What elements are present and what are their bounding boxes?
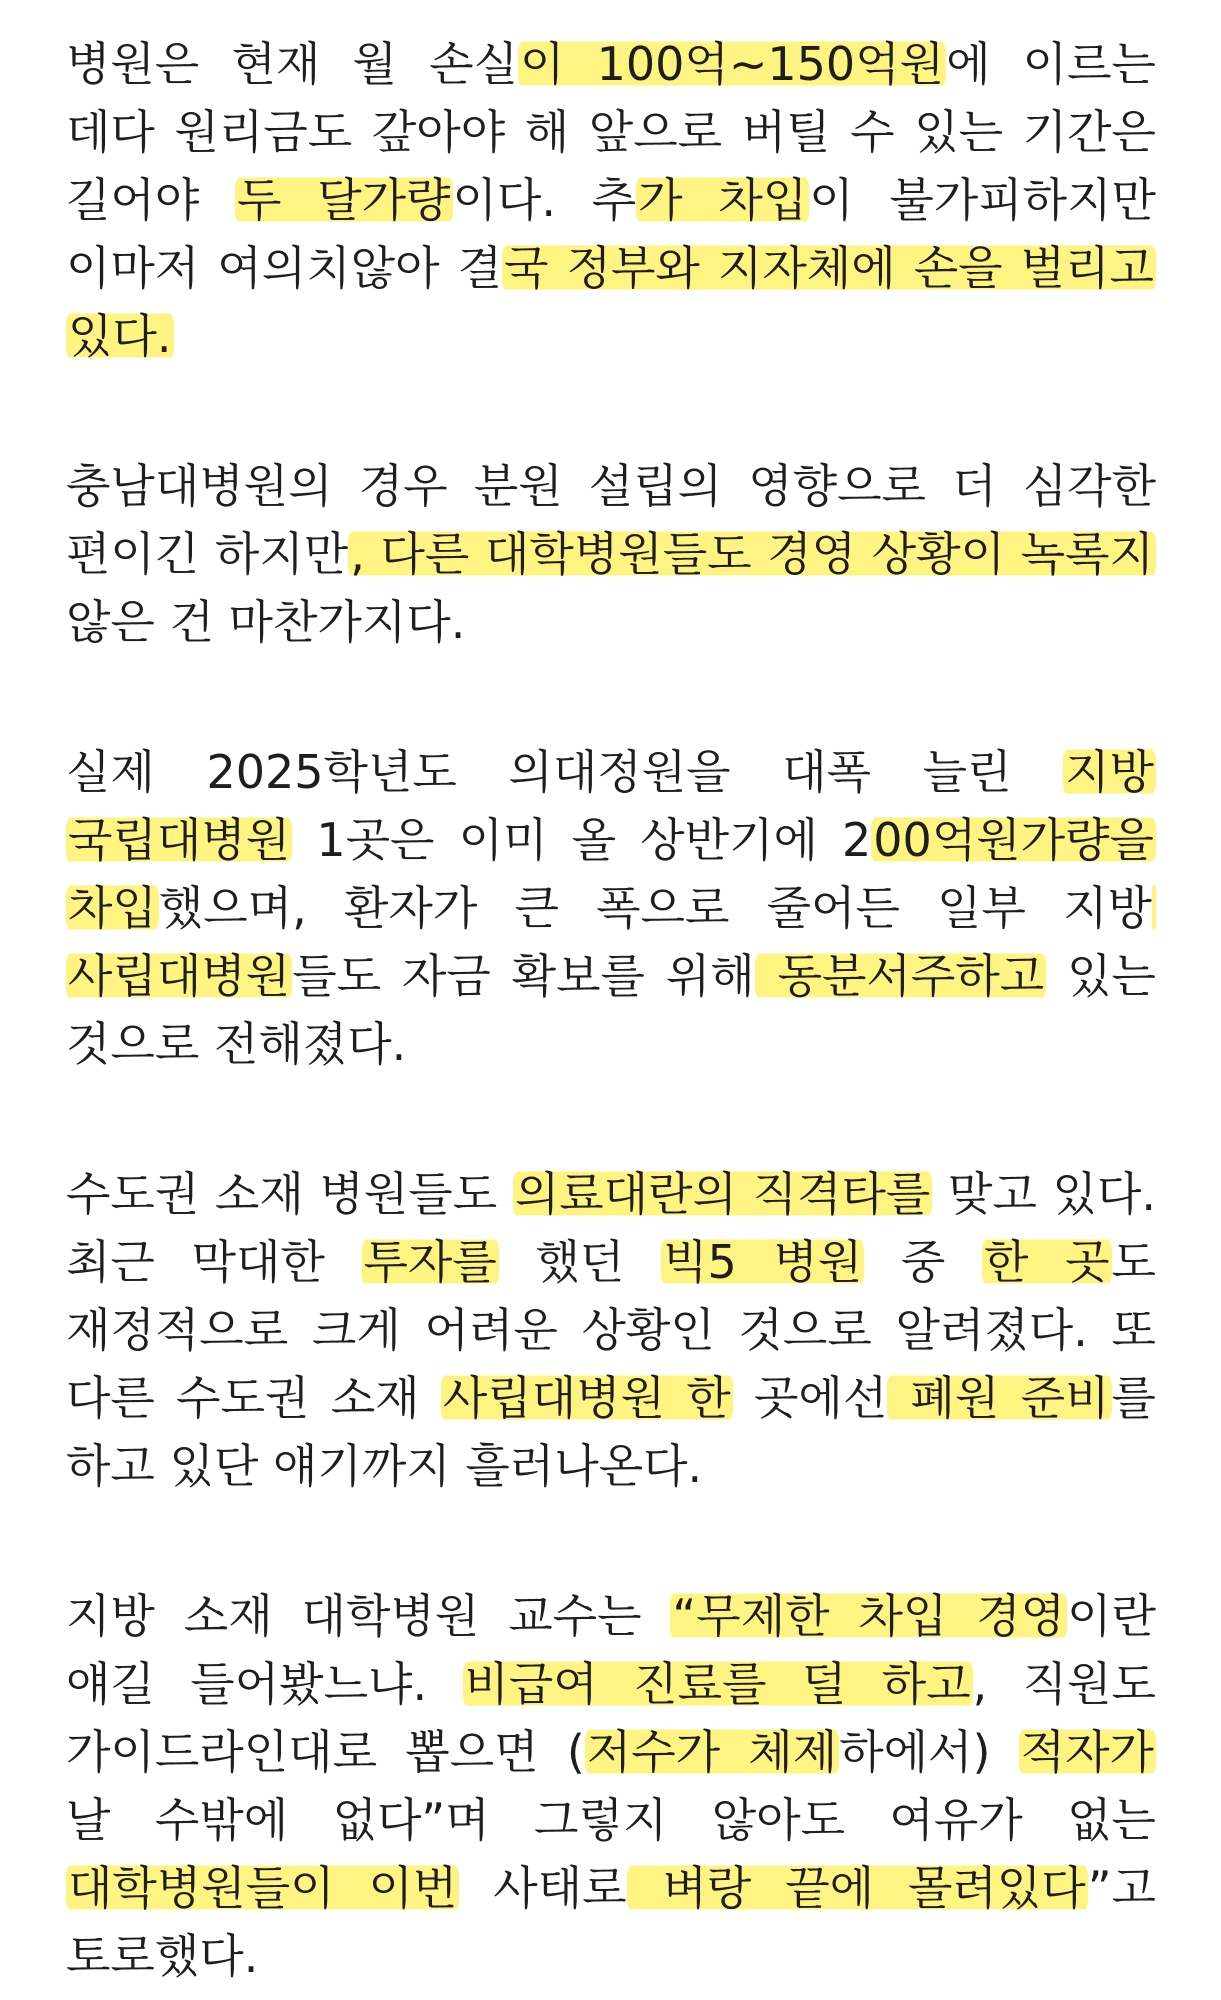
highlighted-text: 지방 국립대병원	[68, 745, 1154, 867]
highlighted-text: 대학병원들이 이번	[68, 1861, 458, 1915]
text-segment: 곳에선	[732, 1371, 888, 1425]
highlighted-text: 적자가	[1020, 1725, 1154, 1779]
text-segment: 충남대병원의 경우 분원 설립의 영향으로 더 심각한 편이긴 하지만	[66, 459, 1156, 581]
highlighted-text: 00억원가량을 차입	[68, 813, 1154, 935]
text-segment: 맞고 있다. 최근 막대한	[66, 1167, 1156, 1289]
highlighted-text: 의료대란의 직격타를	[514, 1167, 931, 1221]
highlighted-text: 동분서주하고	[756, 949, 1045, 1003]
text-segment: 지방 소재 대학병원 교수는	[66, 1589, 671, 1643]
highlighted-text: 두 달가량	[237, 173, 451, 227]
text-segment: 이란 얘길 들어봤느냐.	[66, 1589, 1156, 1711]
highlighted-text: 국 정부와 지자체에 손을 벌리고 있다.	[68, 241, 1154, 363]
article-paragraph	[66, 452, 1156, 656]
text-segment: ”고 토로했다.	[66, 1861, 1156, 1983]
text-segment: 를 하고 있단 얘기까지 흘러나온다.	[66, 1371, 1156, 1493]
highlighted-text: 사립대병원 한	[442, 1371, 731, 1425]
text-segment: 이다. 추	[452, 173, 637, 227]
highlighted-text: 빅5 병원	[663, 1235, 863, 1289]
article-body	[66, 30, 1156, 1990]
text-segment: 1곳은 이미 올 상반기에 2	[292, 813, 872, 867]
text-segment: 도 재정적으로 크게 어려운 상황인 것으로 알려졌다. 또 다른 수도권 소재	[66, 1235, 1156, 1425]
highlighted-text: 벼랑 끝에 몰려있다	[628, 1861, 1086, 1915]
highlighted-text: “무제한 차입 경영	[672, 1589, 1066, 1643]
highlighted-text: 가 차입	[638, 173, 808, 227]
article-paragraph	[66, 738, 1156, 1078]
highlighted-text: 한 곳	[984, 1235, 1110, 1289]
text-segment: 병원은 현재 월 손실	[66, 37, 519, 91]
text-segment: 했으며, 환자가 큰 폭으로 줄어든 일부 지방	[158, 881, 1152, 935]
text-segment: , 직원도 가이드라인대로 뽑으면 (	[66, 1657, 1156, 1779]
text-segment: 사태로	[459, 1861, 627, 1915]
highlighted-text: 저수가 체제	[586, 1725, 838, 1779]
text-segment: 했던	[498, 1235, 662, 1289]
text-segment: 않은 건 마찬가지다.	[66, 595, 466, 649]
text-segment: 있는 것으로 전해졌다.	[66, 949, 1156, 1071]
text-segment: 이 불가피하지만 이마저 여의치않아 결	[66, 173, 1156, 295]
article-paragraph	[66, 1582, 1156, 1990]
article-paragraph	[66, 30, 1156, 370]
text-segment: 에 이르는 데다 원리금도 갚아야 해 앞으로 버틸 수 있는 기간은 길어야	[66, 37, 1156, 227]
highlighted-text: 비급여 진료를 덜 하고	[464, 1657, 971, 1711]
text-segment: 실제 2025학년도 의대정원을 대폭 늘린	[66, 745, 1064, 799]
highlighted-text: 폐원 준비	[889, 1371, 1110, 1425]
article-paragraph	[66, 1160, 1156, 1500]
text-segment: 하에서)	[839, 1725, 1019, 1779]
text-segment: 날 수밖에 없다”며 그렇지 않아도 여유가 없는	[66, 1793, 1156, 1847]
highlighted-text: 사립대병원	[66, 881, 1156, 1003]
text-segment: 들도 자금 확보를 위해	[292, 949, 755, 1003]
highlighted-text: 이 100억~150억원	[520, 37, 945, 91]
text-segment: 중	[864, 1235, 983, 1289]
highlighted-text: 투자를	[363, 1235, 497, 1289]
text-segment: 수도권 소재 병원들도	[66, 1167, 513, 1221]
highlighted-text: , 다른 대학병원들도 경영 상황이 녹록지	[350, 527, 1154, 581]
